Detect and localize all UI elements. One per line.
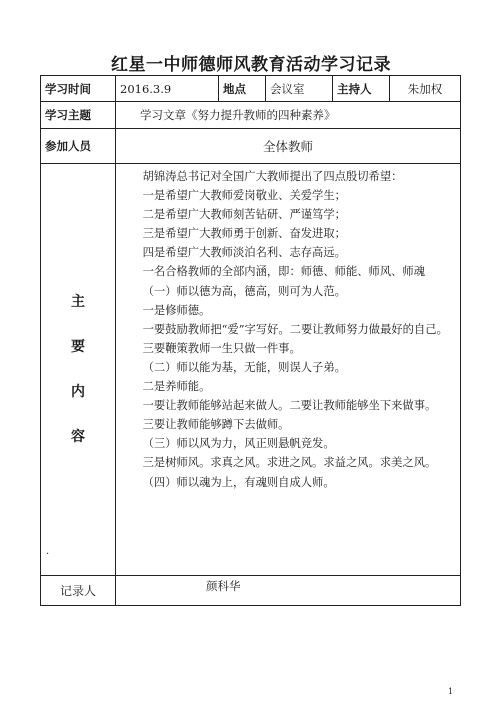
host-value: 朱加权 xyxy=(390,76,461,102)
content-paragraph: 二是养师能。 xyxy=(142,380,211,394)
header-row xyxy=(41,76,461,102)
place-label: 地点 xyxy=(219,76,266,102)
content-paragraph: 三是树师风。求真之风。求进之风。求益之风。求美之风。 xyxy=(142,456,437,470)
recorder-value: 颜科华 xyxy=(116,576,461,606)
content-paragraph: （一）师以德为高，德高，则可为人范。 xyxy=(142,284,346,298)
recorder-row xyxy=(41,576,461,606)
content-paragraph: 胡锦涛总书记对全国广大教师提出了四点殷切希望： xyxy=(142,170,403,183)
topic-label: 学习主题 xyxy=(41,102,116,129)
place-value: 会议室 xyxy=(266,76,333,102)
content-paragraph: 一是希望广大教师爱岗敬业、关爱学生； xyxy=(142,189,346,203)
content-paragraph: 一名合格教师的全部内涵，即：师德、师能、师风、师魂 xyxy=(142,265,426,279)
participants-label: 参加人员 xyxy=(41,129,116,164)
content-paragraph: 三要鞭策教师一生只做一件事。 xyxy=(142,341,301,355)
side-char: 容 xyxy=(71,428,85,445)
content-paragraph: 二是希望广大教师刻苦钻研、严谨笃学； xyxy=(142,208,346,222)
content-paragraph: 三要让教师能够蹲下去做师。 xyxy=(142,418,290,432)
stray-dot-mark: . xyxy=(46,546,50,557)
host-label: 主持人 xyxy=(333,76,390,102)
side-char: 主 xyxy=(71,293,85,310)
content-paragraph: 三是希望广大教师勇于创新、奋发进取； xyxy=(142,227,346,241)
topic-row xyxy=(41,102,461,129)
document-title: 红星一中师德师风教育活动学习记录 xyxy=(111,55,391,75)
content-row xyxy=(41,164,461,576)
page-number: 1 xyxy=(448,687,454,696)
study-time-value: 2016.3.9 xyxy=(116,76,219,102)
content-paragraph: 一要鼓励教师把“爱”字写好。二要让教师努力做最好的自己。 xyxy=(142,322,448,336)
main-content-label xyxy=(41,164,116,576)
side-char: 要 xyxy=(71,338,85,355)
record-table xyxy=(40,75,461,606)
content-paragraph: （三）师以风为力，风正则悬帆竞发。 xyxy=(142,437,335,451)
content-paragraph: 四是希望广大教师淡泊名利、志存高远。 xyxy=(142,246,346,260)
topic-value: 学习文章《努力提升教师的四种素养》 xyxy=(116,102,461,129)
content-paragraph: 一是修师德。 xyxy=(142,303,211,317)
participants-value: 全体教师 xyxy=(116,129,461,164)
recorder-label: 记录人 xyxy=(41,576,116,606)
content-paragraph: （二）师以能为基，无能，则误人子弟。 xyxy=(142,360,346,374)
participants-row xyxy=(41,129,461,164)
content-paragraph: （四）师以魂为上，有魂则自成人师。 xyxy=(142,475,335,489)
side-char: 内 xyxy=(71,383,85,400)
main-content-text xyxy=(116,164,461,576)
content-paragraph: 一要让教师能够站起来做人。二要让教师能够坐下来做事。 xyxy=(142,399,437,413)
study-time-label: 学习时间 xyxy=(41,76,116,102)
